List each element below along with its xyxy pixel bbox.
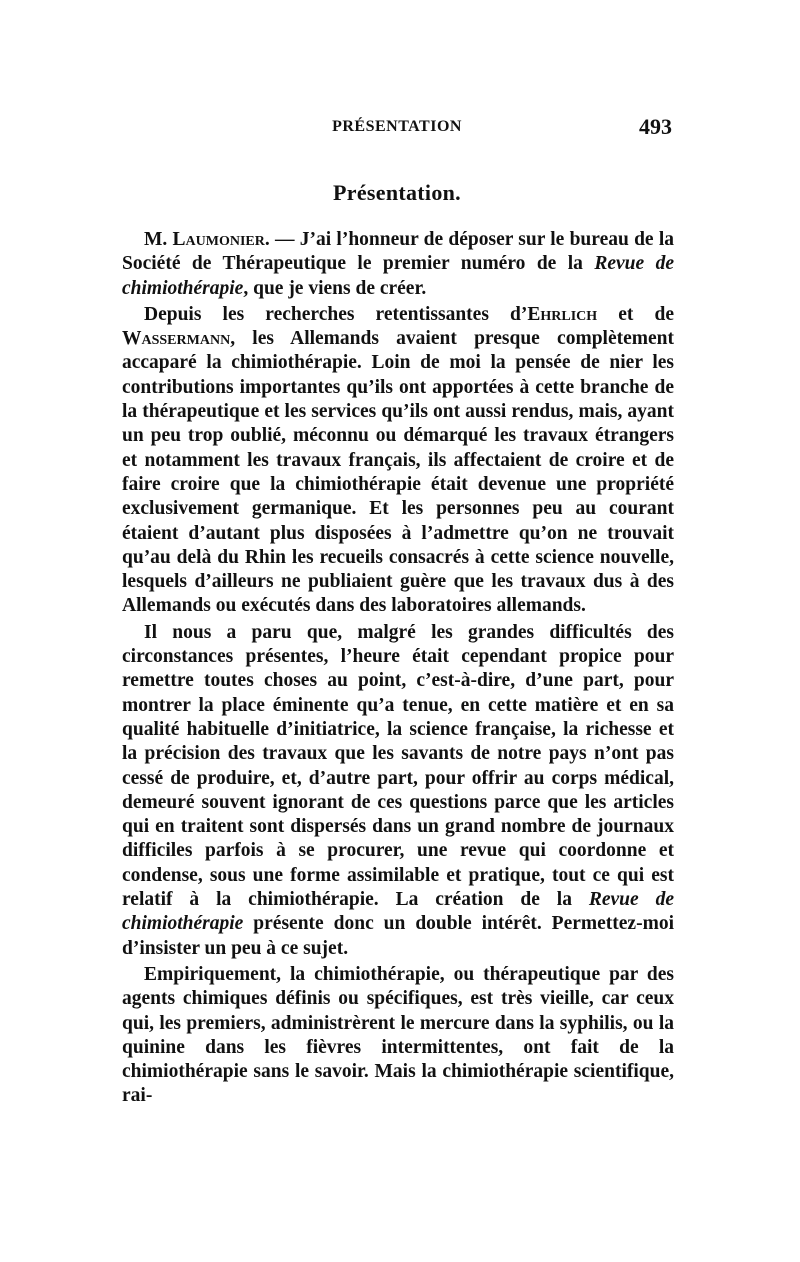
author-name-ehrlich: Ehrlich [527,303,598,325]
paragraph-3-text-b: présente donc un double intérêt. Permettez-moi d’insister un peu à ce sujet. [122,913,674,959]
paragraph-4-text-a: Empiriquement, la chimiothérapie, ou thérapeutique par des agents chimiques définis ou spécifiques, est très vieille, car ceux qui, les premiers, administrèrent le mercure dans la syphilis, ou la quinine dans les fièvres intermittentes, ont fait de la chimiothérapie sans le savoir. Mais la chimiothérapie scientifique, rai- [122,963,674,1107]
paragraph-2-text-b: et de [597,303,674,325]
section-title: Présentation. [333,180,461,205]
journal-title: Revue de chimiothérapie [122,889,674,935]
paragraph-1 [122,228,674,301]
page-number: 493 [639,114,672,139]
paragraph-1-text-a: — J’ai l’honneur de déposer sur le bureau de la Société de Thérapeutique le premier numéro de la [122,229,674,275]
paragraph-4 [122,963,674,1109]
body-text [122,228,674,1109]
author-name-wassermann: Wassermann [122,328,231,350]
paragraph-2-text-c: , les Allemands avaient presque complètement accaparé la chimiothérapie. Loin de moi la pensée de nier les contributions importantes qu’ils ont apportées à cette branche de la thérapeutique et les services qu’ils ont aussi rendus, mais, ayant un peu trop oublié, méconnu ou démarqué les travaux étrangers et notamment les travaux français, ils affectaient de croire et de faire croire que la chimiothérapie était devenue une propriété exclusivement germanique. Et les personnes peu au courant étaient d’autant plus disposées à l’admettre qu’on ne trouvait qu’au delà du Rhin les recueils consacrés à cette science nouvelle, lesquels d’ailleurs ne publiaient guère que les travaux dus à des Allemands ou exécutés dans des laboratoires allemands. [122,328,674,617]
speaker-name: M. Laumonier. [144,229,270,250]
paragraph-1-text-b: , que je viens de créer. [243,277,427,299]
paragraph-2 [122,303,674,619]
journal-title: Revue de chimiothérapie [122,253,674,299]
running-title: PRÉSENTATION [332,118,462,135]
paragraph-2-text-a: Depuis les recherches retentissantes d’ [144,303,528,325]
running-header [118,114,676,142]
paragraph-3 [122,621,674,961]
paragraph-3-text-a: Il nous a paru que, malgré les grandes difficultés des circonstances présentes, l’heure était cependant propice pour remettre toutes choses au point, c’est-à-dire, d’une part, pour montrer la place éminente qu’a tenue, en cette matière et en sa qualité habituelle d’initiatrice, la science française, la richesse et la précision des travaux que les savants de notre pays n’ont pas cessé de produire, et, d’autre part, pour offrir au corps médical, demeuré souvent ignorant de ces questions parce que les articles qui en traitent sont dispersés dans un grand nombre de journaux difficiles parfois à se procurer, une revue qui coordonne et condense, sous une forme assimilable et pratique, tout ce qui est relatif à la chimiothérapie. La création de la [122,621,674,911]
